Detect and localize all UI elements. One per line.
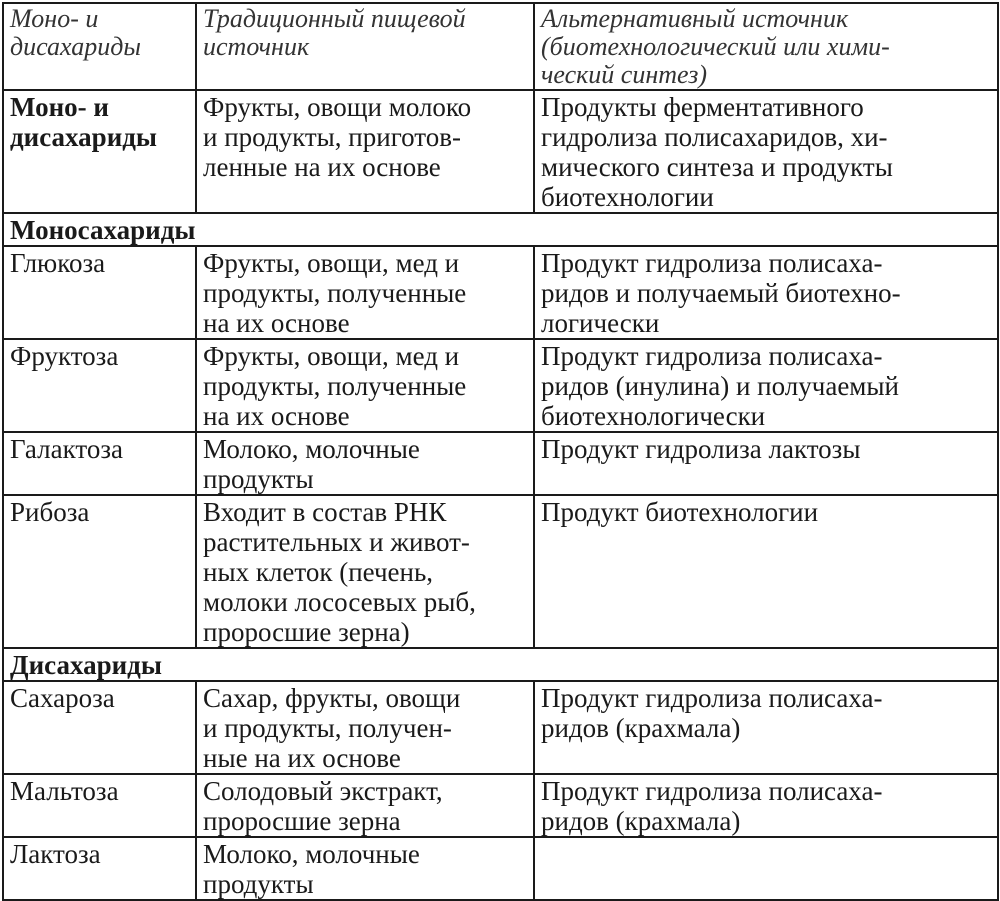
cell-text: гидролиза полисахаридов, хи- bbox=[541, 122, 888, 152]
table-row bbox=[3, 432, 998, 495]
cell-text: продукты, полученные bbox=[203, 371, 467, 401]
cell-text: Продукт гидролиза полисаха- bbox=[541, 683, 883, 713]
cell-text: Фрукты, овощи, мед и bbox=[203, 248, 460, 278]
cell-text: Солодовый экстракт, bbox=[203, 776, 443, 806]
cell-text: продукты bbox=[203, 464, 314, 494]
cell-text: растительных и живот- bbox=[203, 527, 470, 557]
traditional-cell bbox=[196, 432, 534, 495]
cell-text: Молоко, молочные bbox=[203, 434, 420, 464]
header-text: дисахариды bbox=[10, 32, 141, 61]
alternative-cell bbox=[534, 681, 998, 774]
section-title: Моносахариды bbox=[3, 213, 998, 246]
cell-text: на их основе bbox=[203, 401, 350, 431]
alternative-cell bbox=[534, 246, 998, 339]
table-row bbox=[3, 774, 998, 837]
header-cell-alternative bbox=[534, 3, 998, 90]
traditional-cell bbox=[196, 90, 534, 213]
cell-text: Фрукты, овощи, мед и bbox=[203, 341, 460, 371]
cell-text: продукты, полученные bbox=[203, 278, 467, 308]
header-text: ческий синтез) bbox=[541, 60, 708, 89]
header-cell-traditional bbox=[196, 3, 534, 90]
traditional-cell bbox=[196, 774, 534, 837]
cell-text: ридов (инулина) и получаемый bbox=[541, 371, 899, 401]
header-text: Традиционный пищевой bbox=[203, 4, 466, 33]
cell-text: молоки лососевых рыб, bbox=[203, 587, 476, 617]
cell-text: и продукты, получен- bbox=[203, 713, 452, 743]
traditional-cell bbox=[196, 246, 534, 339]
table-row bbox=[3, 681, 998, 774]
cell-text: ных клеток (печень, bbox=[203, 557, 434, 587]
cell-text: мического синтеза и продукты bbox=[541, 152, 893, 182]
cell-text: дисахариды bbox=[10, 122, 157, 152]
cell-text: продукты bbox=[203, 869, 314, 899]
row-name-cell: Лактоза bbox=[3, 837, 196, 900]
cell-text: и продукты, приготов- bbox=[203, 122, 461, 152]
cell-text: биотехнологии bbox=[541, 182, 714, 212]
cell-text: проросшие зерна) bbox=[203, 617, 410, 647]
table-row bbox=[3, 339, 998, 432]
row-name-cell: Глюкоза bbox=[3, 246, 196, 339]
cell-text: Фрукты, овощи молоко bbox=[203, 92, 472, 122]
section-header-row bbox=[3, 648, 998, 681]
alternative-cell bbox=[534, 432, 998, 495]
cell-text: ридов и получаемый биотехно- bbox=[541, 278, 901, 308]
cell-text: Входит в состав РНК bbox=[203, 497, 447, 527]
header-text: (биотехнологический или хими- bbox=[541, 32, 890, 61]
row-name-cell: Галактоза bbox=[3, 432, 196, 495]
cell-text: ные на их основе bbox=[203, 743, 401, 773]
row-name-cell: Рибоза bbox=[3, 495, 196, 648]
cell-text: биотехнологически bbox=[541, 401, 766, 431]
alternative-cell bbox=[534, 90, 998, 213]
cell-text: проросшие зерна bbox=[203, 806, 401, 836]
cell-text: Продукт гидролиза полисаха- bbox=[541, 776, 883, 806]
table-row-summary bbox=[3, 90, 998, 213]
traditional-cell bbox=[196, 681, 534, 774]
cell-text: логически bbox=[541, 308, 660, 338]
cell-text: ридов (крахмала) bbox=[541, 713, 741, 743]
section-header-row bbox=[3, 213, 998, 246]
table-header-row bbox=[3, 3, 998, 90]
table-row bbox=[3, 495, 998, 648]
traditional-cell bbox=[196, 495, 534, 648]
alternative-cell bbox=[534, 339, 998, 432]
table-row bbox=[3, 246, 998, 339]
cell-text: ридов (крахмала) bbox=[541, 806, 741, 836]
row-name-cell bbox=[3, 90, 196, 213]
cell-text: Молоко, молочные bbox=[203, 839, 420, 869]
header-text: источник bbox=[203, 32, 310, 61]
cell-text: Продукт гидролиза полисаха- bbox=[541, 341, 883, 371]
row-name-cell: Сахароза bbox=[3, 681, 196, 774]
header-cell-class bbox=[3, 3, 196, 90]
header-text: Альтернативный источник bbox=[541, 4, 849, 33]
carbohydrate-sources-table bbox=[2, 2, 999, 901]
alternative-cell bbox=[534, 495, 998, 648]
row-name-cell: Фруктоза bbox=[3, 339, 196, 432]
row-name-cell: Мальтоза bbox=[3, 774, 196, 837]
cell-text: Продукты ферментативного bbox=[541, 92, 864, 122]
cell-text: Продукт гидролиза полисаха- bbox=[541, 248, 883, 278]
cell-text: Продукт биотехнологии bbox=[541, 497, 819, 527]
cell-text: ленные на их основе bbox=[203, 152, 441, 182]
section-title: Дисахариды bbox=[3, 648, 998, 681]
cell-text: Сахар, фрукты, овощи bbox=[203, 683, 461, 713]
cell-text: Моно- и bbox=[10, 92, 109, 122]
header-text: Моно- и bbox=[10, 4, 99, 33]
cell-text: Продукт гидролиза лактозы bbox=[541, 434, 861, 464]
cell-text: на их основе bbox=[203, 308, 350, 338]
traditional-cell bbox=[196, 339, 534, 432]
alternative-cell bbox=[534, 774, 998, 837]
